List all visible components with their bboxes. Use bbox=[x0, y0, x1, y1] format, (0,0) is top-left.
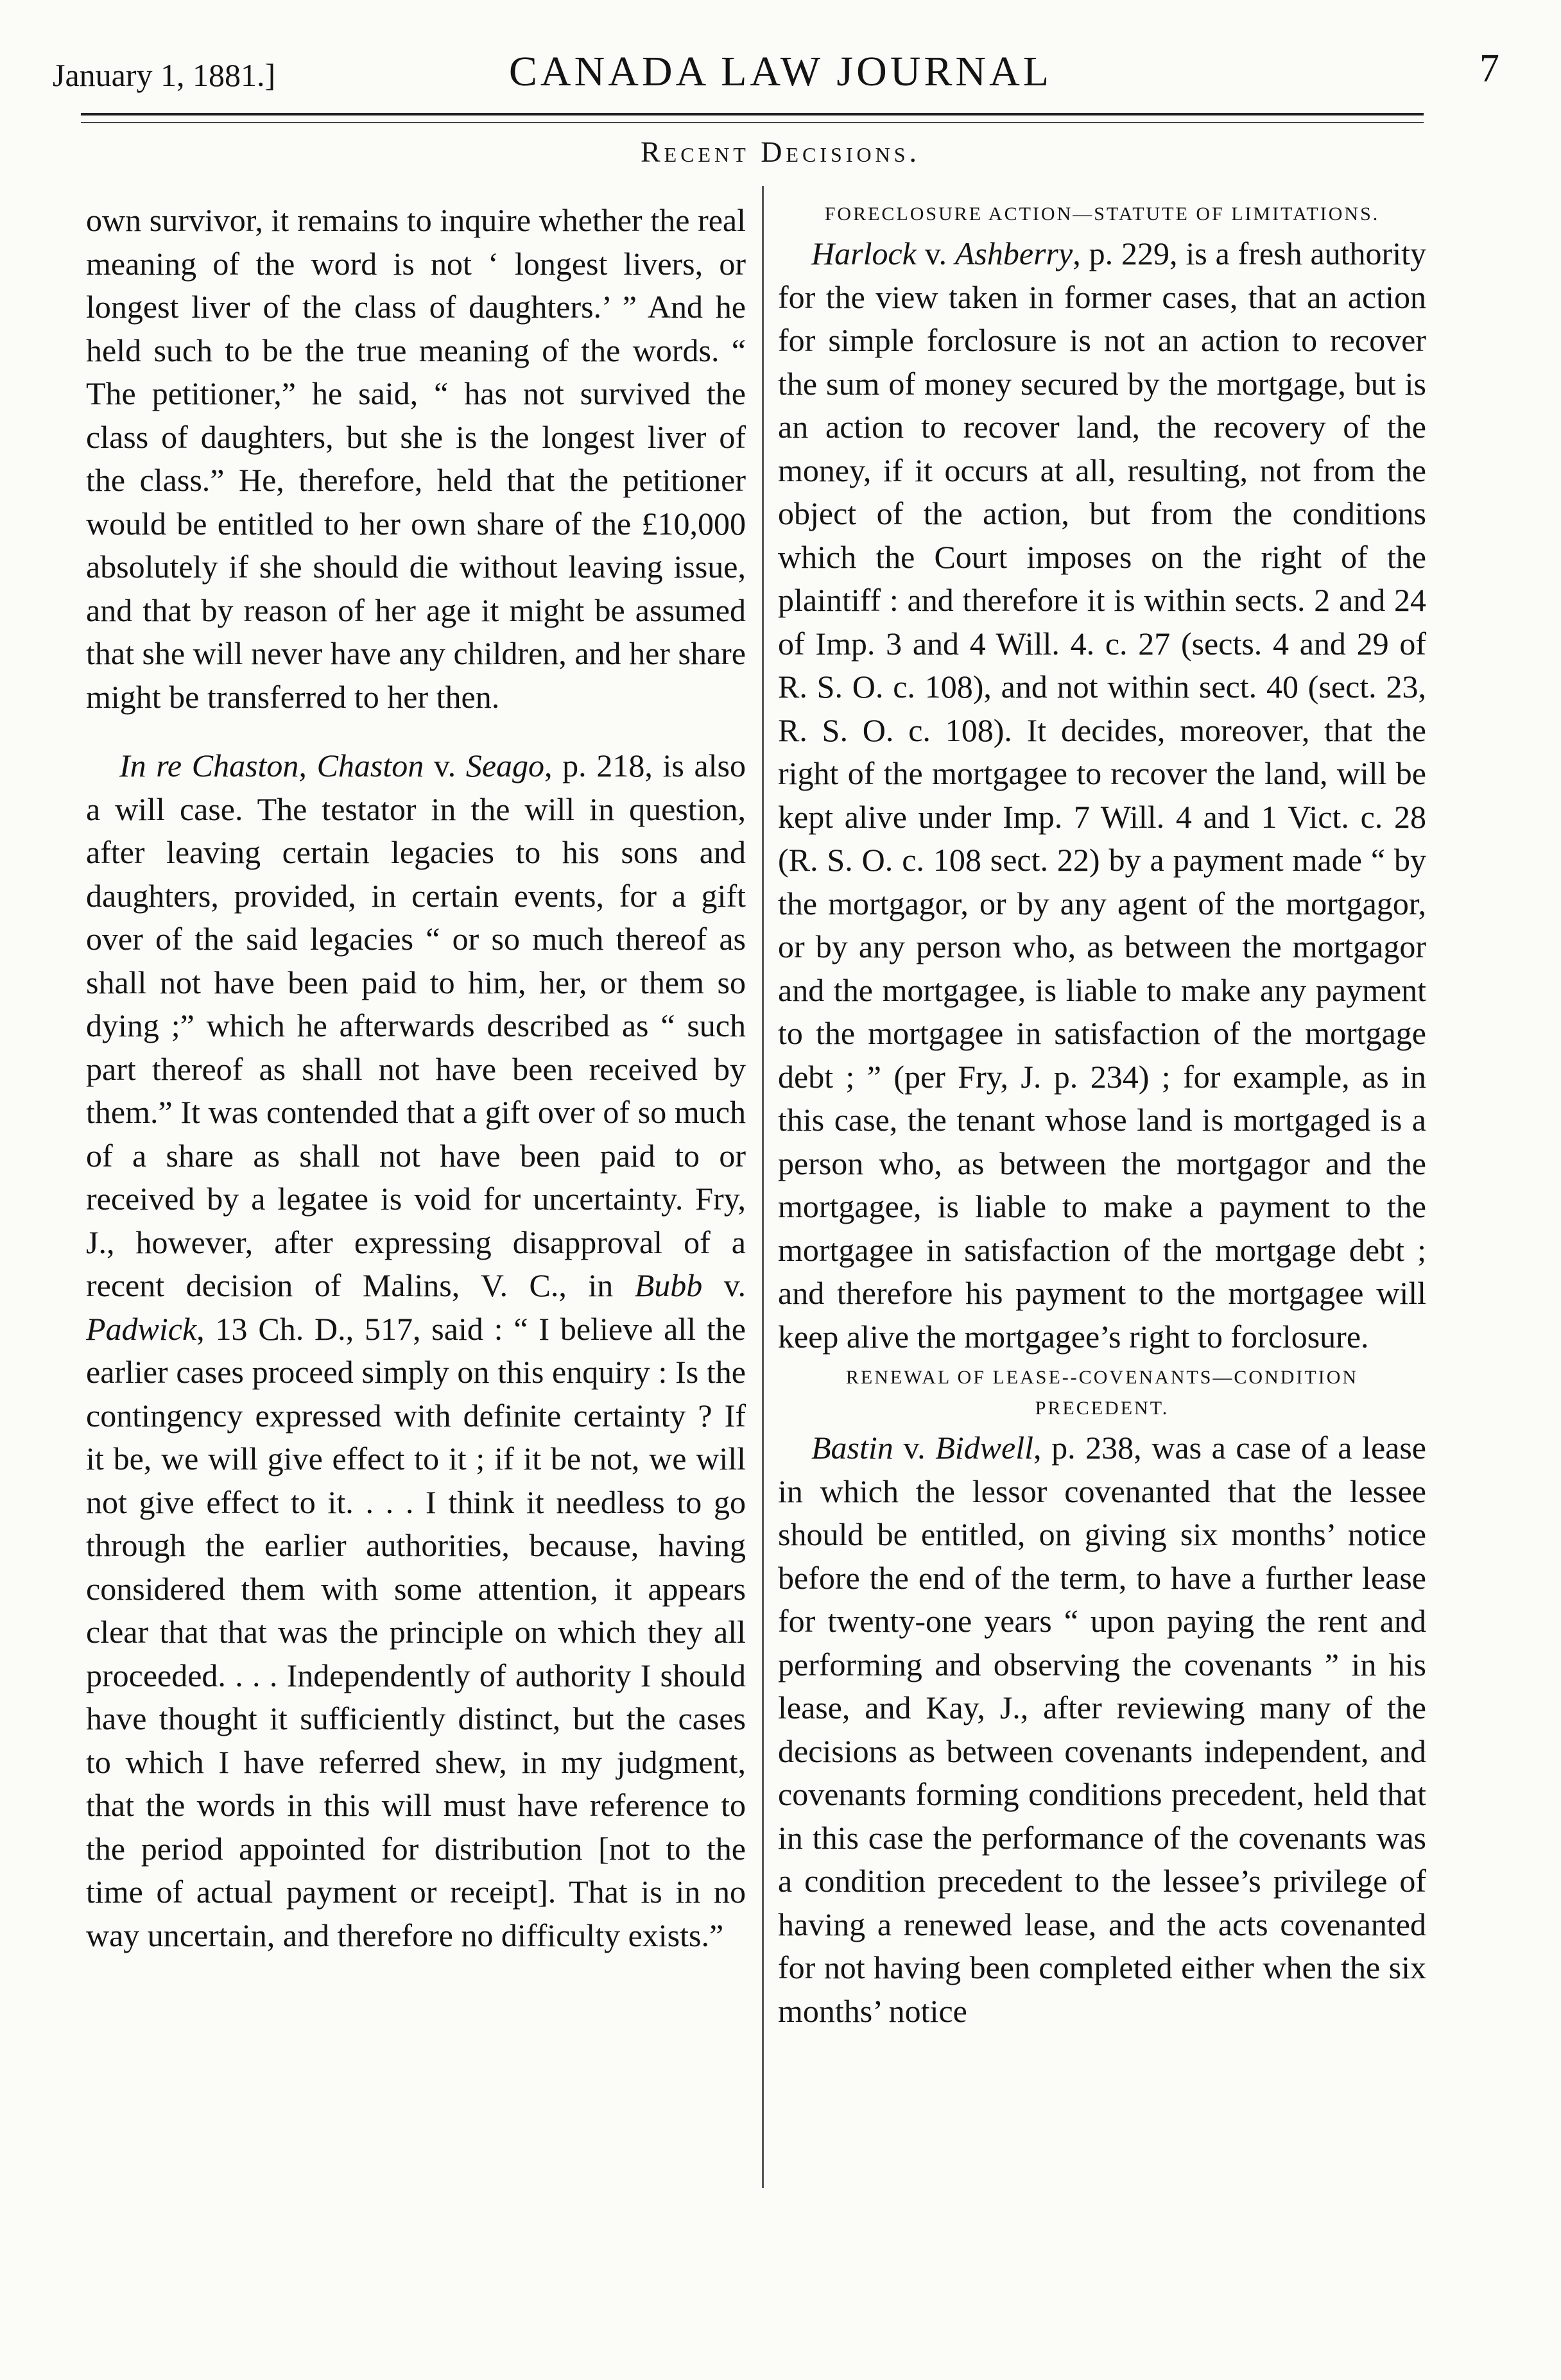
left-paragraph-1: own survivor, it remains to inquire whether the real meaning of the word is not ‘ longest livers, or longest liver of the class of daughters.’ ” And he held such to be the true meaning of the words. “ The petitioner,” he said, “ has not survived the class of daughters, but she is the longest liver of the class.” He, therefore, held that the petitioner would be entitled to her own share of the £10,000 absolutely if she should die without leaving issue, and that by reason of her age it might be assumed that she will never have any children, and her share might be transferred to her then. bbox=[86, 202, 746, 715]
page-number: 7 bbox=[1479, 47, 1499, 90]
case-name: Bidwell bbox=[935, 1430, 1033, 1466]
paragraph-text: , 13 Ch. D., 517, said : “ I believe all the earlier cases proceed simply on this enquiry : Is the contingency expressed with definite certainty ? If it be, we will give effect to it ; if it be not, we will not give effect to it. . . . I think it needless to go through the earlier authorities, because, having considered them with some attention, it appears clear that that was the principle on which they all proceeded. . . . Independently of authority I should have thought it sufficiently distinct, but the cases to which I have referred shew, in my judgment, that the words in this will must have reference to the period appointed for distribution [not to the time of actual payment or receipt]. That is in no way uncertain, and therefore no difficulty exists.” bbox=[86, 1310, 746, 1953]
case-name: Bastin bbox=[811, 1430, 893, 1466]
versus: v. bbox=[916, 235, 955, 271]
case-name: Ashberry bbox=[954, 235, 1073, 271]
paragraph-text: , p. 229, is a fresh authority for the view taken in former cases, that an action for simple forclosure is not an action to recover the sum of money secured by the mortgage, but is an action to recover land, the recovery of the money, if it occurs at all, resulting, not from the object of the action, but from the conditions which the Court imposes on the right of the plaintiff : and therefore it is within sects. 2 and 24 of Imp. 3 and 4 Will. 4. c. 27 (sects. 4 and 29 of R. S. O. c. 108), and not within sect. 40 (sect. 23, R. S. O. c. 108). It decides, moreover, that the right of the mortgagee to recover the land, will be kept alive under Imp. 7 Will. 4 and 1 Vict. c. 28 (R. S. O. c. 108 sect. 22) by a payment made “ by the mortgagor, or by any agent of the mortgagor, or by any person who, as between the mortgagor and the mortgagee, is liable to make any payment to the mortgagee in satisfaction of the mortgage debt ; ” (per Fry, J. p. 234) ; for example, as in this case, the tenant whose land is mortgaged is a person who, as between the mortgagor and the mortgagee, is liable to make a payment to the mortgagee in satisfaction of the mortgage debt ; and therefore his payment to the mortgagee will keep alive the mortgagee’s right to forclosure. bbox=[778, 235, 1426, 1355]
header-date: January 1, 1881.] bbox=[53, 57, 276, 93]
column-divider bbox=[762, 186, 764, 2188]
right-paragraph-2 bbox=[778, 1426, 1426, 2033]
case-name: Harlock bbox=[811, 235, 917, 271]
journal-title: CANADA LAW JOURNAL bbox=[508, 48, 1053, 95]
paragraph-text: , p. 238, was a case of a lease in which the lessor covenanted that the lessee should be entitled, on giving six months’ notice before the end of the term, to have a further lease for twenty-one years “ upon paying the rent and performing and observing the covenants ” in his lease, and Kay, J., after reviewing many of the decisions as between covenants independent, and covenants forming conditions precedent, held that in this case the performance of the covenants was a condition precedent to the lessee’s privilege of having a renewed lease, and the acts covenanted for not having been completed either when the six months’ notice bbox=[778, 1430, 1426, 2029]
left-column bbox=[86, 199, 746, 1957]
right-column bbox=[778, 199, 1426, 2033]
case-name: Seago bbox=[465, 748, 545, 783]
header-rule bbox=[81, 113, 1424, 116]
subheading-renewal: RENEWAL OF LEASE--COVENANTS—CONDITION PRECEDENT. bbox=[845, 1367, 1359, 1419]
left-paragraph-2 bbox=[86, 744, 746, 1957]
header-rule-thin bbox=[81, 122, 1424, 123]
case-name: Bubb bbox=[634, 1267, 703, 1303]
case-name: In re Chaston, Chaston bbox=[119, 748, 424, 783]
versus: v. bbox=[702, 1267, 746, 1303]
case-name: Padwick bbox=[86, 1310, 197, 1347]
paragraph-text: , p. 218, is also a will case. The testator in the will in question, after leaving certain legacies to his sons and daughters, provided, in certain events, for a gift over of the said legacies “ or so much thereof as shall not have been paid to him, her, or them so dying ;” which he afterwards described as “ such part thereof as shall not have been received by them.” It was contended that a gift over of so much of a share as shall not have been paid to or received by a legatee is void for uncertainty. Fry, J., however, after expressing disapproval of a recent decision of Malins, V. C., in bbox=[86, 748, 746, 1303]
right-paragraph-1 bbox=[778, 232, 1426, 1358]
subheading-foreclosure: FORECLOSURE ACTION—STATUTE OF LIMITATIONS. bbox=[824, 203, 1380, 225]
section-title: Recent Decisions. bbox=[640, 135, 920, 168]
versus: v. bbox=[893, 1430, 936, 1466]
versus: v. bbox=[424, 748, 466, 783]
